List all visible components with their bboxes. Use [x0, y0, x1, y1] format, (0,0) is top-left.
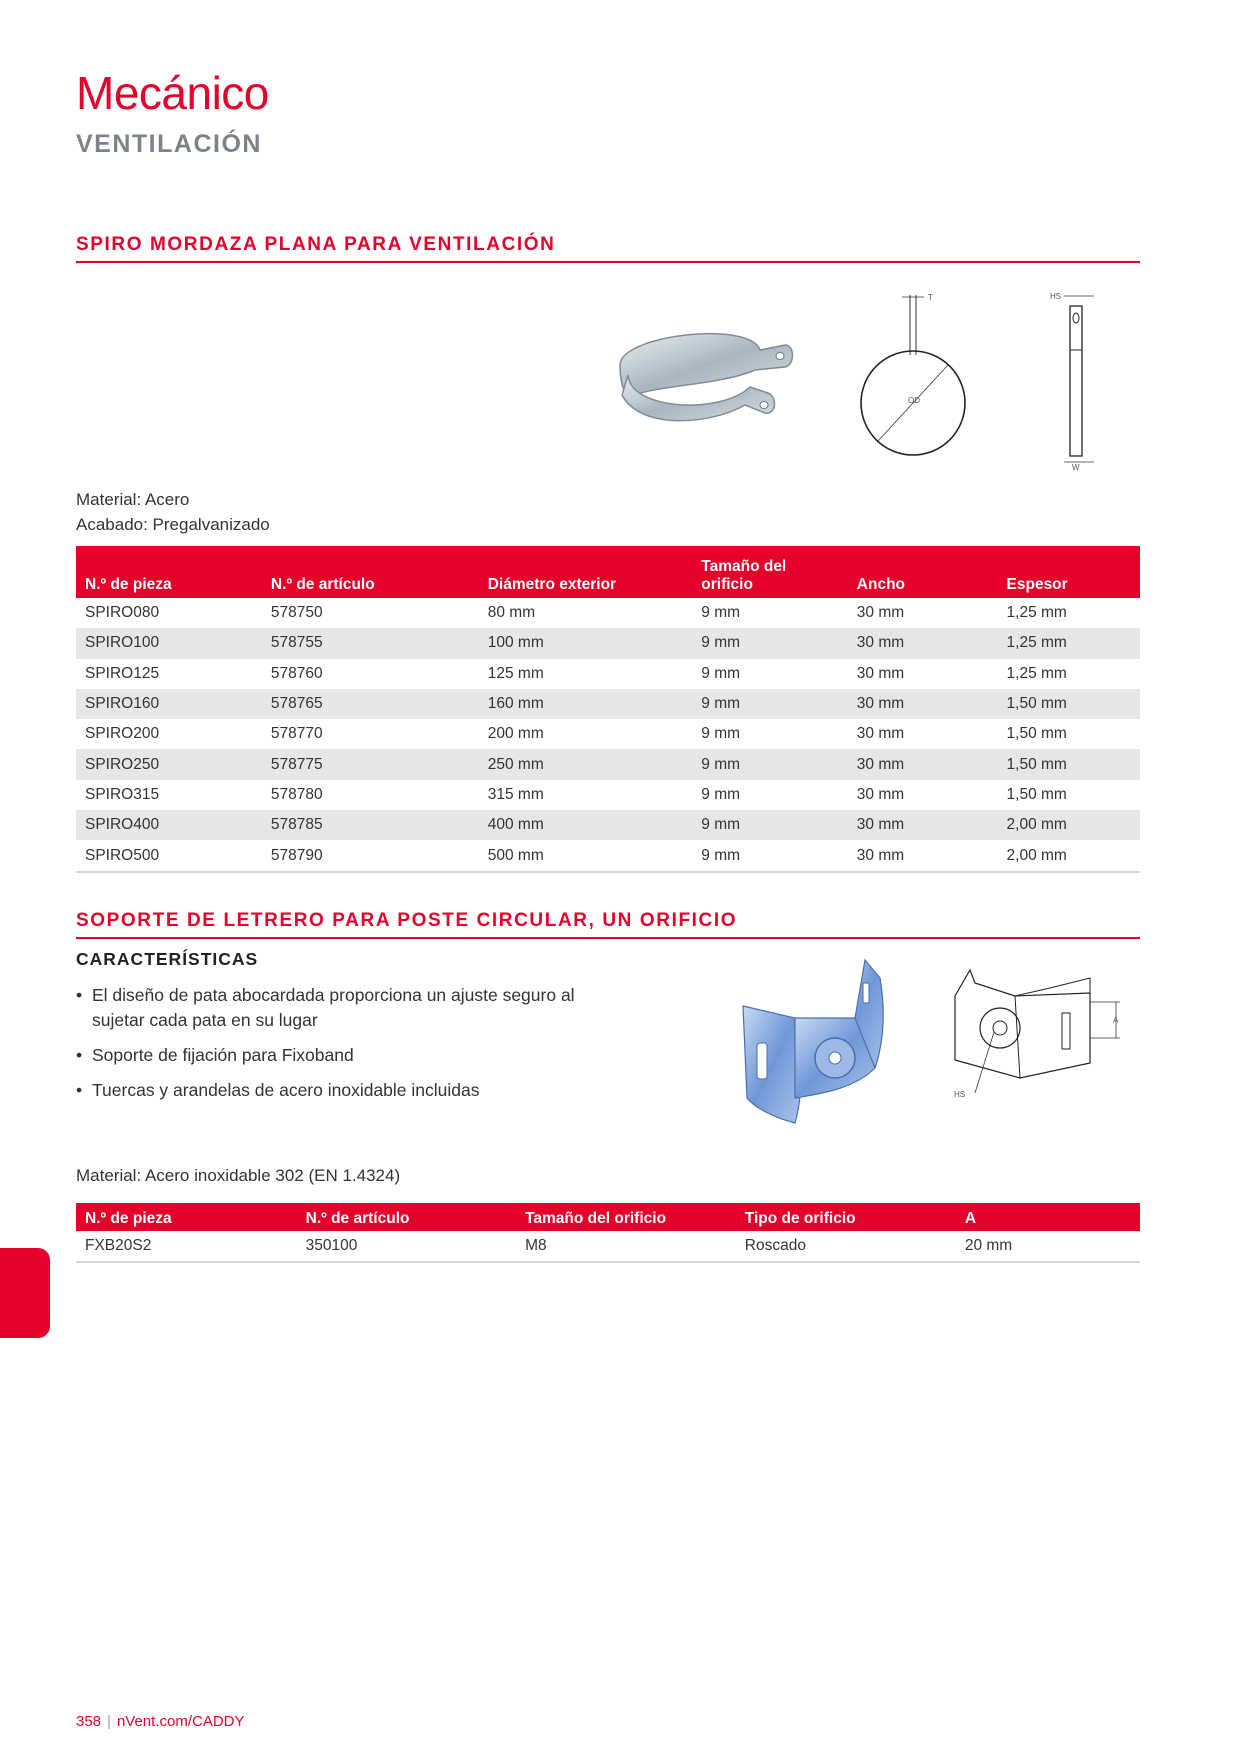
page-number: 358	[76, 1713, 102, 1730]
table-cell: 9 mm	[692, 689, 848, 719]
table-cell: SPIRO400	[76, 810, 262, 840]
table-cell: SPIRO125	[85, 664, 160, 682]
sign-bracket-photo	[735, 958, 915, 1133]
table-cell: 20 mm	[956, 1231, 1140, 1262]
table-cell: 578765	[262, 689, 479, 719]
sign-bracket-drawing	[950, 968, 1135, 1118]
table-cell: 9 mm	[701, 725, 741, 743]
column-header: Diámetro exterior	[479, 546, 693, 598]
features-list	[76, 983, 596, 1113]
table-cell: SPIRO500	[76, 840, 262, 871]
table-cell: SPIRO250	[76, 749, 262, 779]
table-cell: 100 mm	[479, 628, 693, 658]
spiro-spec-table	[76, 546, 1140, 873]
table-cell: 30 mm	[848, 840, 998, 871]
table-header-row	[76, 1203, 1140, 1231]
table-cell: 200 mm	[487, 725, 544, 743]
table-cell: SPIRO160	[76, 689, 262, 719]
table-row	[76, 628, 1140, 658]
column-header: Espesor	[998, 546, 1140, 598]
spiro-circle-drawing	[840, 285, 970, 465]
table-cell: 1,50 mm	[1006, 725, 1067, 743]
page-subtitle: VENTILACIÓN	[76, 130, 262, 158]
footer-site-link[interactable]: nVent.com/CADDY	[116, 1713, 245, 1730]
column-header: Ancho	[848, 546, 998, 598]
table-cell: 9 mm	[692, 749, 848, 779]
table-cell: 30 mm	[848, 749, 998, 779]
table-cell: 578760	[270, 664, 323, 682]
table-row	[76, 749, 1140, 779]
table-cell: Roscado	[736, 1231, 956, 1262]
feature-item: • El diseño de pata abocardada proporciona un ajuste seguro al sujetar cada pata en su lugar	[76, 983, 596, 1033]
spiro-clamp-photo	[600, 325, 800, 435]
table-row	[76, 780, 1140, 810]
table-cell: 1,50 mm	[1006, 785, 1067, 803]
feature-item: • Soporte de fijación para Fixoband	[76, 1043, 596, 1068]
section-heading-spiro: SPIRO MORDAZA PLANA PARA VENTILACIÓN	[76, 234, 1140, 263]
page-title: Mecánico	[76, 67, 269, 119]
table-cell: 578775	[262, 749, 479, 779]
table-cell: SPIRO200	[85, 725, 160, 743]
table-cell: 500 mm	[479, 840, 693, 871]
dim-label-w: W	[1072, 463, 1080, 470]
table-row	[76, 719, 1140, 749]
page-footer: 358 | nVent.com/CADDY	[76, 1713, 245, 1730]
table-cell: 125 mm	[487, 664, 544, 682]
table-cell: M8	[516, 1231, 736, 1262]
material-text-2: Material: Acero inoxidable 302 (EN 1.4324)	[76, 1166, 401, 1185]
table-cell: 9 mm	[692, 840, 848, 871]
table-cell: 1,25 mm	[1006, 604, 1067, 622]
table-cell: SPIRO100	[76, 628, 262, 658]
table-cell: 2,00 mm	[998, 840, 1140, 871]
table-cell: 30 mm	[848, 810, 998, 840]
dim-label-t: T	[928, 293, 933, 302]
table-cell: 1,50 mm	[998, 749, 1140, 779]
table-cell: 160 mm	[479, 689, 693, 719]
table-row	[76, 598, 1140, 628]
table-cell: SPIRO080	[85, 604, 160, 622]
dim-label-a: A	[1113, 1016, 1119, 1025]
dim-label-hs: HS	[1050, 292, 1062, 301]
section-heading-sign-bracket: SOPORTE DE LETRERO PARA POSTE CIRCULAR, UN ORIFICIO	[76, 910, 1140, 939]
feature-item: • Tuercas y arandelas de acero inoxidable incluidas	[76, 1078, 596, 1103]
table-cell: 9 mm	[701, 664, 741, 682]
table-cell: 80 mm	[487, 604, 536, 622]
table-cell: 30 mm	[848, 689, 998, 719]
table-cell: 1,25 mm	[998, 628, 1140, 658]
column-header: Tipo de orificio	[736, 1203, 956, 1231]
table-cell: 9 mm	[701, 785, 741, 803]
column-header: N.º de artículo	[262, 546, 479, 598]
table-cell: 400 mm	[479, 810, 693, 840]
table-cell: 30 mm	[856, 604, 905, 622]
table-cell: 578750	[270, 604, 323, 622]
table-row	[76, 1231, 1140, 1262]
table-row	[76, 689, 1140, 719]
material-text: Material: Acero	[76, 490, 190, 509]
features-title: CARACTERÍSTICAS	[76, 949, 259, 969]
table-cell: 9 mm	[692, 810, 848, 840]
table-cell: 9 mm	[701, 604, 741, 622]
table-cell: 30 mm	[856, 785, 905, 803]
column-header: N.º de pieza	[76, 546, 262, 598]
table-row	[76, 840, 1140, 871]
bracket-spec-table	[76, 1203, 1140, 1263]
dim-label-hs-2: HS	[954, 1090, 966, 1099]
table-header-row	[76, 546, 1140, 598]
table-cell: 578790	[262, 840, 479, 871]
table-cell: 578755	[262, 628, 479, 658]
table-cell: 578785	[262, 810, 479, 840]
column-header: Tamaño del orificio	[516, 1203, 736, 1231]
column-header: N.º de artículo	[297, 1203, 516, 1231]
table-row	[76, 659, 1140, 689]
table-cell: 2,00 mm	[998, 810, 1140, 840]
table-cell: 1,25 mm	[1006, 664, 1067, 682]
table-cell: FXB20S2	[76, 1231, 297, 1262]
spiro-side-drawing	[1050, 290, 1120, 470]
table-cell: 1,50 mm	[998, 689, 1140, 719]
column-header: Tamaño del orificio	[692, 546, 848, 598]
table-cell: 578780	[270, 785, 323, 803]
table-cell: 350100	[297, 1231, 516, 1262]
table-cell: 30 mm	[856, 725, 905, 743]
finish-text: Acabado: Pregalvanizado	[76, 515, 270, 534]
table-cell: 30 mm	[856, 664, 905, 682]
table-cell: 315 mm	[487, 785, 544, 803]
table-row	[76, 810, 1140, 840]
side-tab	[0, 1248, 50, 1338]
dim-label-od: OD	[908, 396, 920, 405]
table-cell: 250 mm	[479, 749, 693, 779]
table-cell: 9 mm	[692, 628, 848, 658]
column-header: N.º de pieza	[76, 1203, 297, 1231]
column-header: A	[956, 1203, 1140, 1231]
table-cell: 30 mm	[848, 628, 998, 658]
table-cell: SPIRO315	[85, 785, 160, 803]
table-cell: 578770	[270, 725, 323, 743]
